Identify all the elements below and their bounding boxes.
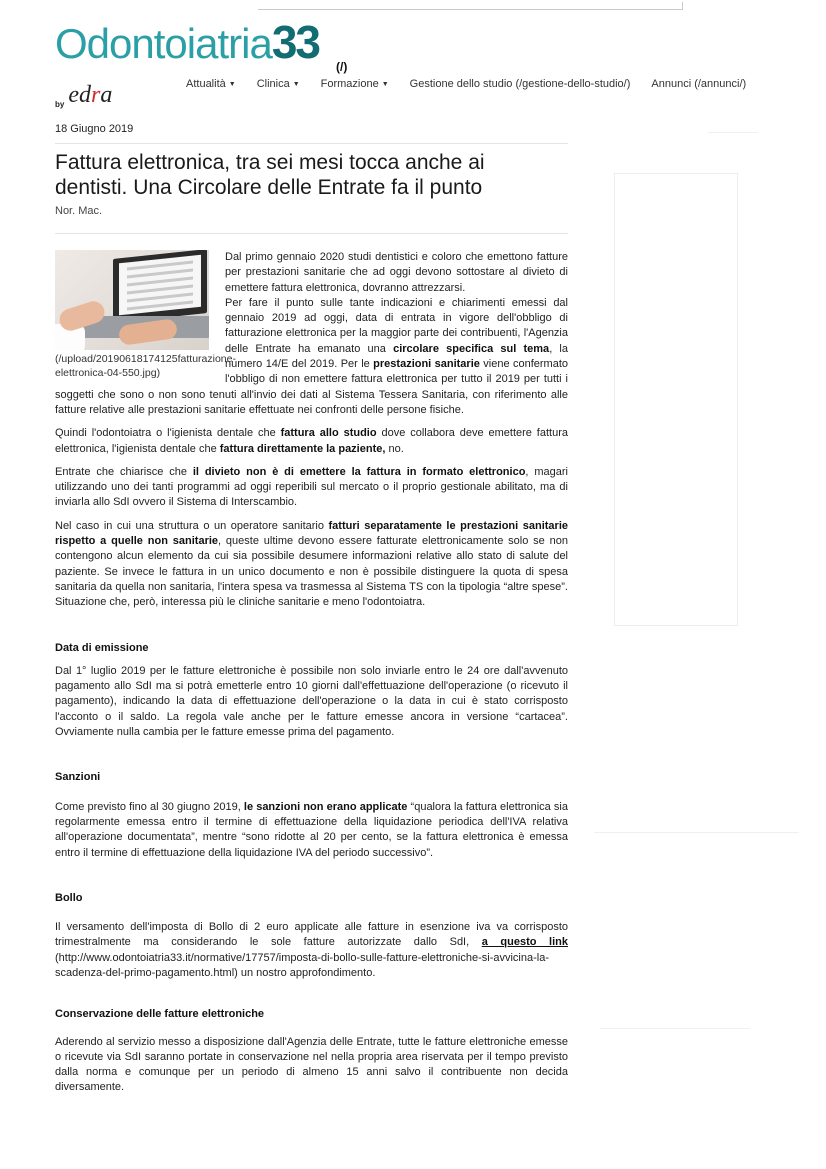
main-nav xyxy=(186,78,767,90)
logo-text-bold: 33 xyxy=(271,16,319,68)
nav-item-annunci[interactable] xyxy=(651,78,746,90)
paragraph: Entrate che chiarisce che il divieto non è di emettere la fattura in formato elettronico, magari utilizzando uno dei tanti programmi ad oggi reperibili sul mercato o il proprio gestionale abilitato, ma di inviarla allo SdI ovvero il Sistema di Interscambio. xyxy=(55,465,568,509)
article-title: Fattura elettronica, tra sei mesi tocca anche ai dentisti. Una Circolare delle Entrate fa il punto xyxy=(55,151,485,199)
paragraph: Il versamento dell'imposta di Bollo di 2 euro applicate alle fatture in esenzione iva va corrisposto trimestralmente ma considerando le sole fatture autorizzate dallo SdI, a questo link (http://www.odontoiatria33.it/normative/17757/imposta-di-bollo-sulle-fatture-elettroniche-si-avvicina-la-scadenza-del-primo-pagamento.html) un nostro approfondimento. xyxy=(55,921,568,979)
nav-item-label: Formazione xyxy=(320,78,379,90)
top-divider xyxy=(258,9,682,10)
chevron-down-icon: ▼ xyxy=(381,80,389,88)
publisher-logo xyxy=(55,82,112,109)
publisher-by: by xyxy=(55,100,65,109)
chevron-down-icon: ▼ xyxy=(228,80,236,88)
sidebar-ad-slot xyxy=(614,173,738,626)
article-body xyxy=(55,250,568,1104)
divider xyxy=(55,233,568,234)
nav-item-gestione-studio[interactable] xyxy=(410,78,631,90)
site-logo[interactable] xyxy=(55,18,319,66)
paragraph: Come previsto fino al 30 giugno 2019, le sanzioni non erano applicate “qualora la fattura elettronica sia regolarmente emessa entro il termine di effettuazione della liquidazione periodica dell'IVA relativa all'operazione documentata”, mentre “sono ridotte al 20 per cento, se la fattura elettronica è emessa entro il termine di effettuazione della liquidazione IVA del periodo successivo”. xyxy=(55,800,568,859)
divider xyxy=(55,143,568,144)
nav-item-formazione[interactable] xyxy=(321,78,389,90)
home-link[interactable]: (/) xyxy=(336,60,348,74)
section-heading: Data di emissione xyxy=(55,641,149,654)
nav-item-clinica[interactable] xyxy=(257,78,300,90)
section-heading: Bollo xyxy=(55,891,83,904)
article-date: 18 Giugno 2019 xyxy=(55,123,134,135)
paragraph: Nel caso in cui una struttura o un operatore sanitario fatturi separatamente le prestazioni sanitarie rispetto a quelle non sanitarie, queste ultime devono essere fatturate elettronicamente solo se non contengono alcun elemento da cui sia possibile desumere informazioni relative allo stato di salute del paziente. Se invece le fattura in un unico documento e non è possibile distinguere la quota di spesa sanitaria da quella non sanitaria, l'intera spesa va trasmessa al Sistema TS con la tipologia “altre spese”. Situazione che, però, interessa più le cliniche sanitarie e meno l'odontoiatra. xyxy=(55,519,568,609)
publisher-brand-part: ed xyxy=(68,82,91,108)
article-link[interactable]: a questo link xyxy=(481,936,568,949)
paragraph: Aderendo al servizio messo a disposizione dall'Agenzia delle Entrate, tutte le fatture elettroniche emesse o ricevute via SdI saranno portate in conservazione nel nella propria area riservata per il tempo previsto dalla norma e comunque per un periodo di almeno 15 anni salvo il contribuente non decida diversamente. xyxy=(55,1035,568,1094)
top-divider-tick xyxy=(682,2,683,10)
publisher-brand xyxy=(68,82,112,108)
chevron-down-icon: ▼ xyxy=(292,80,300,88)
nav-item-label: Annunci (/annunci/) xyxy=(651,78,747,90)
sidebar-divider xyxy=(594,832,799,833)
paragraph: Dal primo gennaio 2020 studi dentistici e coloro che emettono fatture per prestazioni sanitarie che ad oggi devono sottostare al divieto di emettere fattura elettronica, dovranno attrezzarsi. Per fare il punto sulle tante indicazioni e chiarimenti emessi dal gennaio 2019 ad oggi, data di entrata in vigore dell'obbligo di fatturazione elettronica per la maggior parte dei contribuenti, l'Agenzia delle Entrate ha emanato una circolare specifica sul tema, la numero 14/E del 2019. Per le prestazioni sanitarie viene confermato l'obbligo di non emettere fattura elettronica per tutto il 2019 per tutti i soggetti che sono o non sono tenuti all'invio dei dati al Sistema Tessera Sanitaria, con riferimento alle fatture relative alle prestazioni sanitarie effettuate nei confronti delle persone fisiche. xyxy=(55,251,569,416)
publisher-brand-accent: r xyxy=(91,82,101,108)
nav-item-label: Attualità xyxy=(186,78,226,90)
logo-text-light: Odontoiatria xyxy=(55,20,272,67)
sidebar-divider xyxy=(708,132,758,133)
nav-item-label: Gestione dello studio (/gestione-dello-studio/) xyxy=(409,78,631,90)
article-image[interactable] xyxy=(55,250,209,350)
nav-item-label: Clinica xyxy=(256,78,290,90)
paragraph: Dal 1° luglio 2019 per le fatture elettroniche è possibile non solo inviarle entro le 24 ore dall'avvenuto pagamento allo SdI ma si potrà emetterle entro 10 giorni dall'effettuazione dell'operazione (o ricevuto il pagamento), indicando la data di effettuazione dell'operazione o la data in cui è stato corrisposto l'acconto o il saldo. La regola vale anche per le fatture emesse ancora in versione “cartacea”. Ovviamente nulla cambia per le fatture emesse prima del pagamento. xyxy=(55,664,568,739)
publisher-brand-part: a xyxy=(100,82,113,108)
article-author: Nor. Mac. xyxy=(55,205,103,217)
section-heading: Sanzioni xyxy=(55,771,101,784)
paragraph: Quindi l'odontoiatra o l'igienista dentale che fattura allo studio dove collabora deve emettere fattura elettronica, l'igienista dentale che fattura direttamente la paziente, no. xyxy=(55,427,568,455)
nav-item-attualita[interactable] xyxy=(186,78,236,90)
section-heading: Conservazione delle fatture elettroniche xyxy=(55,1008,265,1021)
article-figure xyxy=(55,250,236,380)
laptop-illustration xyxy=(113,250,207,323)
image-caption[interactable]: (/upload/20190618174125fatturazione-elettronica-04-550.jpg) xyxy=(55,353,236,379)
sidebar-divider xyxy=(600,1028,750,1029)
